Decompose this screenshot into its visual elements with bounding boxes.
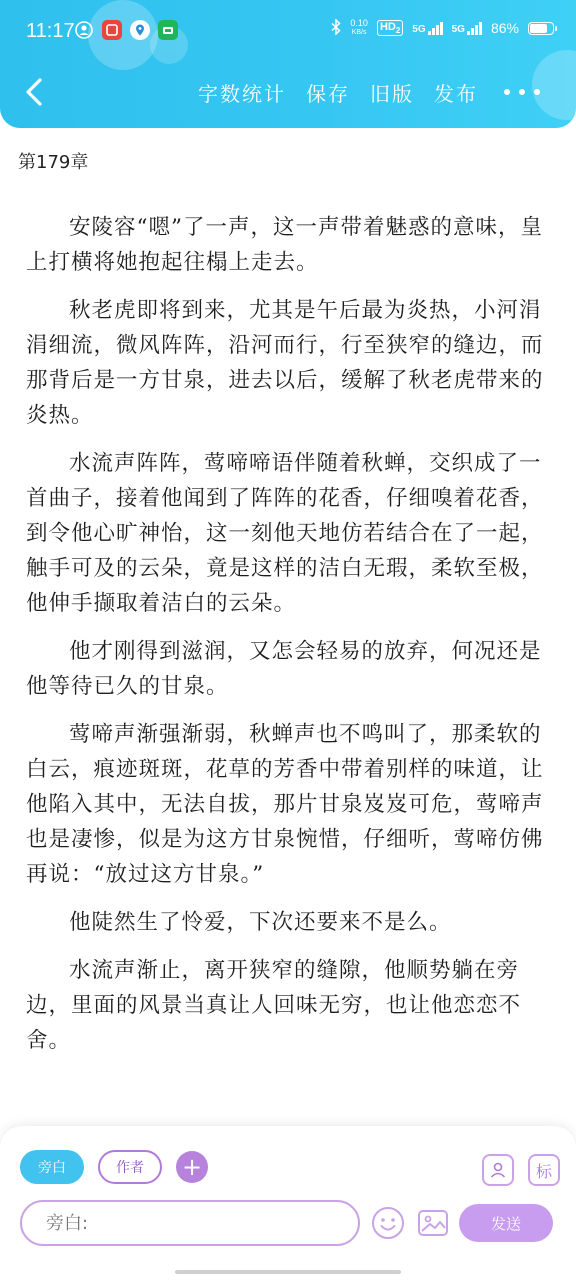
role-narration-chip[interactable]: 旁白 bbox=[20, 1150, 84, 1184]
signal-bars-icon bbox=[467, 21, 482, 35]
editor-toolbar bbox=[0, 66, 576, 122]
signal-1 bbox=[412, 21, 442, 35]
role-selector bbox=[20, 1150, 208, 1184]
composer-panel bbox=[0, 1126, 576, 1280]
signal-2-label: 5G bbox=[451, 24, 465, 35]
old-version-button[interactable]: 旧版 bbox=[370, 82, 414, 106]
publish-button[interactable]: 发布 bbox=[434, 82, 478, 106]
add-role-button[interactable]: + bbox=[176, 1151, 208, 1183]
hd-label: HD bbox=[379, 20, 396, 33]
role-author-chip[interactable]: 作者 bbox=[98, 1150, 162, 1184]
tag-icon[interactable] bbox=[528, 1154, 560, 1186]
chapter-title[interactable]: 第179章 bbox=[18, 152, 89, 173]
battery-percent: 86% bbox=[490, 20, 519, 36]
paragraph: 莺啼声渐强渐弱，秋蝉声也不鸣叫了，那柔软的白云，痕迹斑斑，花草的芳香中带着别样的味道，让他陷入其中，无法自拔，那片甘泉岌岌可危，莺啼声也是凄惨，似是为这方甘泉惋惜，仔细听，莺啼仿佛再说：“放过这方甘泉。” bbox=[26, 722, 544, 887]
battery-fill bbox=[530, 24, 547, 33]
toolbar-actions bbox=[198, 78, 478, 107]
chapter-body[interactable] bbox=[26, 210, 550, 1071]
hd-sub: 2 bbox=[395, 26, 401, 36]
bluetooth-icon bbox=[331, 19, 341, 38]
more-dot-icon bbox=[504, 89, 510, 95]
battery-icon bbox=[528, 22, 554, 35]
more-dot-icon bbox=[534, 89, 540, 95]
paragraph: 安陵容“嗯”了一声，这一声带着魅惑的意味，皇上打横将她抱起往榻上走去。 bbox=[26, 215, 543, 275]
account-icon bbox=[74, 20, 94, 40]
paragraph: 他才刚得到滋润，又怎会轻易的放弃，何况还是他等待已久的甘泉。 bbox=[26, 639, 542, 699]
green-app-icon bbox=[158, 20, 178, 40]
red-app-icon bbox=[102, 20, 122, 40]
back-button[interactable] bbox=[14, 72, 54, 112]
status-time: 11:17 bbox=[26, 20, 75, 42]
status-bar bbox=[0, 14, 576, 50]
network-speed-unit: KB/s bbox=[351, 29, 367, 36]
chevron-left-icon bbox=[23, 77, 45, 107]
image-icon bbox=[416, 1206, 450, 1240]
smile-icon bbox=[371, 1206, 405, 1240]
status-right-group bbox=[331, 18, 554, 38]
emoji-button[interactable] bbox=[371, 1206, 405, 1240]
send-button[interactable]: 发送 bbox=[459, 1204, 553, 1242]
character-card-icon[interactable] bbox=[482, 1154, 514, 1186]
network-speed-value: 0.10 bbox=[350, 18, 368, 28]
signal-bars-icon bbox=[428, 21, 443, 35]
message-input[interactable] bbox=[20, 1200, 360, 1246]
paragraph: 水流声渐止，离开狭窄的缝隙，他顺势躺在旁边，里面的风景当真让人回味无穷，也让他恋恋不舍。 bbox=[26, 958, 522, 1053]
hd-voice-badge bbox=[377, 20, 403, 36]
tag-icon-label: 标 bbox=[535, 1161, 552, 1181]
word-count-button[interactable]: 字数统计 bbox=[198, 82, 286, 106]
paragraph: 他陡然生了怜爱，下次还要来不是么。 bbox=[69, 910, 452, 935]
signal-2 bbox=[452, 21, 482, 35]
save-button[interactable]: 保存 bbox=[306, 82, 350, 106]
app-header bbox=[0, 0, 576, 128]
network-speed bbox=[350, 18, 368, 38]
more-options-button[interactable] bbox=[504, 80, 540, 104]
paragraph: 水流声阵阵，莺啼啼语伴随着秋蝉，交织成了一首曲子，接着他闻到了阵阵的花香，仔细嗅着花香，到令他心旷神怡，这一刻他天地仿若结合在了一起，触手可及的云朵，竟是这样的洁白无瑕，柔软至极，他伸手撷取着洁白的云朵。 bbox=[26, 451, 544, 616]
status-app-icons bbox=[74, 20, 178, 40]
signal-1-label: 5G bbox=[412, 24, 426, 35]
more-dot-icon bbox=[519, 89, 525, 95]
location-app-icon bbox=[130, 20, 150, 40]
paragraph: 秋老虎即将到来，尤其是午后最为炎热，小河涓涓细流，微风阵阵，沿河而行，行至狭窄的缝边，而那背后是一方甘泉，进去以后，缓解了秋老虎带来的炎热。 bbox=[26, 298, 544, 428]
image-button[interactable] bbox=[416, 1206, 450, 1240]
home-indicator[interactable] bbox=[175, 1270, 401, 1274]
